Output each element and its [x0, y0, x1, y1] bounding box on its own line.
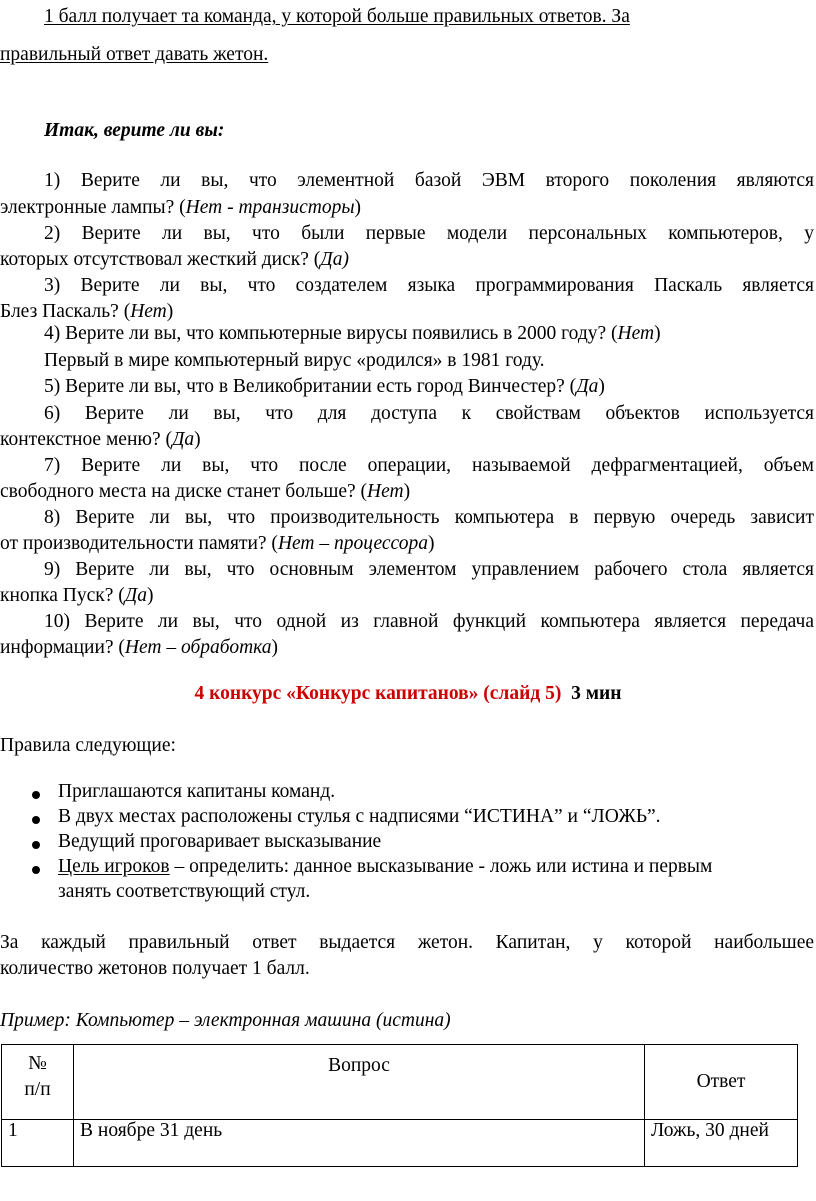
- question-line: 4) Верите ли вы, что компьютерные вирусы появились в 2000 году? (Нет): [44, 323, 661, 344]
- contest-duration: 3 мин: [571, 683, 622, 704]
- example-text: Пример: Компьютер – электронная машина (истина): [0, 1010, 451, 1031]
- question-answer: Нет: [617, 323, 655, 344]
- table-row: [2, 1120, 798, 1167]
- question-line: 1) Верите ли вы, что элементной базой ЭВМ второго поколения являются: [44, 170, 814, 191]
- question-answer: Нет - транзисторы: [185, 197, 355, 218]
- question-line: Блез Паскаль? (Нет): [0, 301, 174, 322]
- rule-goal-text: – определить: данное высказывание - ложь или истина и первым: [169, 856, 713, 877]
- header-number: [2, 1045, 74, 1120]
- rule-goal-label: Цель игроков: [58, 856, 170, 877]
- question-line: 10) Верите ли вы, что одной из главной функций компьютера является передача: [44, 611, 814, 632]
- header-answer: Ответ: [645, 1045, 798, 1120]
- contest-title: [0, 683, 816, 705]
- rule-item-continued: занять соответствующий стул.: [58, 881, 311, 902]
- rules-heading: Правила следующие:: [0, 735, 176, 756]
- header-number-line2: п/п: [24, 1079, 51, 1100]
- scoring-line-1: За каждый правильный ответ выдается жетон. Капитан, у которой наибольшее: [0, 932, 814, 953]
- question-line: 9) Верите ли вы, что основным элементом управлением рабочего стола является: [44, 559, 814, 580]
- bullet-icon: [32, 841, 40, 849]
- cell-answer: Ложь, 30 дней: [645, 1120, 798, 1167]
- rule-item: Приглашаются капитаны команд.: [58, 781, 336, 802]
- question-line: 3) Верите ли вы, что создателем языка программирования Паскаль является: [44, 275, 814, 296]
- question-answer: Нет – обработка: [124, 637, 272, 658]
- header-number-line1: №: [28, 1053, 47, 1074]
- question-line: 8) Верите ли вы, что производительность компьютера в первую очередь зависит: [44, 507, 814, 528]
- header-question: Вопрос: [74, 1045, 645, 1120]
- bullet-icon: [32, 791, 40, 799]
- cell-question: В ноябре 31 день: [74, 1120, 645, 1167]
- question-line: 6) Верите ли вы, что для доступа к свойствам объектов используется: [44, 403, 814, 424]
- question-answer: Да: [576, 376, 599, 397]
- contest-title-main: 4 конкурс «Конкурс капитанов» (слайд 5): [194, 683, 562, 704]
- question-line: кнопка Пуск? (Да): [0, 585, 154, 606]
- question-answer: Нет: [367, 481, 404, 502]
- bullet-icon: [32, 866, 40, 874]
- question-line: 2) Верите ли вы, что были первые модели персональных компьютеров, у: [44, 223, 814, 244]
- bullet-icon: [32, 816, 40, 824]
- question-line: свободного места на диске станет больше? (Нет): [0, 481, 411, 502]
- rule-item: В двух местах расположены стулья с надписями “ИСТИНА” и “ЛОЖЬ”.: [58, 806, 661, 827]
- intro-line-2: правильный ответ давать жетон.: [0, 44, 269, 65]
- questions-table: [1, 1044, 798, 1167]
- rule-item: [58, 856, 712, 878]
- question-answer: Нет: [130, 301, 167, 322]
- question-line: 7) Верите ли вы, что после операции, называемой дефрагментацией, объем: [44, 455, 814, 476]
- question-answer: Да: [172, 429, 195, 450]
- question-line: электронные лампы? (Нет - транзисторы): [0, 197, 362, 218]
- table-header-row: [2, 1045, 798, 1120]
- question-line: от производительности памяти? (Нет – процессора): [0, 533, 435, 554]
- question-answer: Да: [124, 585, 147, 606]
- question-line: информации? (Нет – обработка): [0, 637, 279, 658]
- question-line: контекстное меню? (Да): [0, 429, 201, 450]
- question-line: 5) Верите ли вы, что в Великобритании есть город Винчестер? (Да): [44, 376, 605, 397]
- rule-item: Ведущий проговаривает высказывание: [58, 831, 382, 852]
- intro-line-1: 1 балл получает та команда, у которой больше правильных ответов. За: [44, 6, 630, 27]
- section-heading: Итак, верите ли вы:: [44, 120, 225, 141]
- scoring-line-2: количество жетонов получает 1 балл.: [0, 958, 310, 979]
- question-line: которых отсутствовал жесткий диск? (Да): [0, 249, 349, 270]
- question-answer: Нет – процессора: [277, 533, 428, 554]
- cell-number: 1: [2, 1120, 74, 1167]
- question-line: Первый в мире компьютерный вирус «родился» в 1981 году.: [44, 350, 545, 371]
- question-answer: Да): [320, 249, 349, 270]
